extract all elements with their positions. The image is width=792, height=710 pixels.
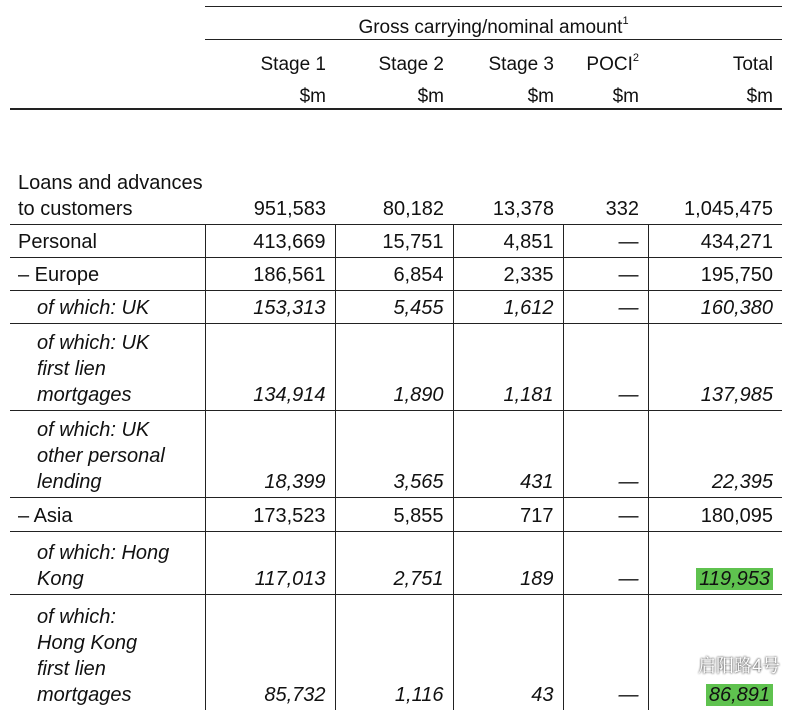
cell-poci: — bbox=[563, 224, 648, 257]
cell-stage3: 1,612 bbox=[453, 290, 563, 323]
footnote-marker: 2 bbox=[632, 52, 639, 64]
unit-poci: $m bbox=[563, 76, 648, 109]
cell-stage2: 3,565 bbox=[335, 410, 453, 497]
cell-stage1: 117,013 bbox=[205, 531, 335, 594]
cell-poci: — bbox=[563, 323, 648, 410]
highlighted-value: 119,953 bbox=[696, 568, 773, 590]
cell-poci: — bbox=[563, 594, 648, 710]
cell-poci: — bbox=[563, 497, 648, 531]
col-header-total: Total bbox=[732, 54, 773, 75]
cell-stage2: 1,890 bbox=[335, 323, 453, 410]
unit-total: $m bbox=[648, 76, 782, 109]
cell-stage3: 717 bbox=[453, 497, 563, 531]
cell-stage3: 1,181 bbox=[453, 323, 563, 410]
unit-stage3: $m bbox=[453, 76, 563, 109]
cell-stage3: 2,335 bbox=[453, 257, 563, 290]
watermark bbox=[670, 652, 780, 678]
cell-poci: — bbox=[563, 410, 648, 497]
cell-stage1: 134,914 bbox=[205, 323, 335, 410]
col-header-poci: POCI$^2$ bbox=[586, 52, 639, 75]
cell-stage2: 15,751 bbox=[335, 224, 453, 257]
table-row bbox=[10, 410, 782, 497]
table-row bbox=[10, 323, 782, 410]
cell-stage3: 43 bbox=[453, 594, 563, 710]
unit-stage1: $m bbox=[205, 76, 335, 109]
table-row bbox=[10, 257, 782, 290]
row-label: of which: Hong Kong first lien mortgages bbox=[37, 606, 138, 706]
unit-stage2: $m bbox=[335, 76, 453, 109]
row-label: of which: UK bbox=[10, 290, 205, 323]
table-row bbox=[10, 497, 782, 531]
row-label: of which: UK first lien mortgages bbox=[10, 323, 205, 410]
footnote-marker: 1 bbox=[622, 15, 629, 27]
unit-row bbox=[10, 76, 782, 109]
table-row bbox=[10, 109, 782, 224]
cell-stage2: 1,116 bbox=[335, 594, 453, 710]
cell-stage1: 951,583 bbox=[205, 109, 335, 224]
cell-total: 180,095 bbox=[648, 497, 782, 531]
watermark-text: 启阳路4号 bbox=[697, 656, 780, 676]
cell-stage3: 431 bbox=[453, 410, 563, 497]
cell-total: 137,985 bbox=[648, 323, 782, 410]
col-header-stage3: Stage 3 bbox=[488, 54, 554, 75]
wechat-official-account-icon bbox=[670, 654, 692, 676]
cell-total: 195,750 bbox=[648, 257, 782, 290]
cell-stage2: 5,855 bbox=[335, 497, 453, 531]
cell-stage2: 2,751 bbox=[335, 531, 453, 594]
cell-stage3: 189 bbox=[453, 531, 563, 594]
row-label: – Asia bbox=[10, 497, 205, 531]
table-row bbox=[10, 224, 782, 257]
cell-stage3: 4,851 bbox=[453, 224, 563, 257]
row-label: – Europe bbox=[10, 257, 205, 290]
cell-total: 1,045,475 bbox=[648, 109, 782, 224]
cell-poci: — bbox=[563, 531, 648, 594]
cell-stage2: 80,182 bbox=[335, 109, 453, 224]
header-group-row bbox=[10, 7, 782, 40]
table-row bbox=[10, 594, 782, 710]
row-label: Personal bbox=[10, 224, 205, 257]
cell-stage1: 85,732 bbox=[205, 594, 335, 710]
group-header: Gross carrying/nominal amount$^1$ bbox=[205, 7, 782, 40]
cell-total: 434,271 bbox=[648, 224, 782, 257]
cell-poci: — bbox=[563, 257, 648, 290]
row-label: of which: Hong Kong bbox=[10, 531, 205, 594]
row-label: of which: UK other personal lending bbox=[10, 410, 205, 497]
cell-total bbox=[648, 531, 782, 594]
cell-stage1: 18,399 bbox=[205, 410, 335, 497]
cell-stage1: 413,669 bbox=[205, 224, 335, 257]
table-row bbox=[10, 290, 782, 323]
row-label: Loans and advances to customers bbox=[10, 109, 205, 224]
cell-total: 22,395 bbox=[648, 410, 782, 497]
cell-stage1: 186,561 bbox=[205, 257, 335, 290]
column-header-row bbox=[10, 40, 782, 77]
col-header-stage2: Stage 2 bbox=[378, 54, 444, 75]
cell-stage2: 5,455 bbox=[335, 290, 453, 323]
cell-stage1: 173,523 bbox=[205, 497, 335, 531]
table-row bbox=[10, 531, 782, 594]
cell-stage3: 13,378 bbox=[453, 109, 563, 224]
highlighted-value: 86,891 bbox=[706, 684, 773, 706]
cell-poci: — bbox=[563, 290, 648, 323]
cell-stage2: 6,854 bbox=[335, 257, 453, 290]
cell-total: 160,380 bbox=[648, 290, 782, 323]
cell-stage1: 153,313 bbox=[205, 290, 335, 323]
credit-quality-table bbox=[10, 6, 782, 710]
col-header-stage1: Stage 1 bbox=[260, 54, 326, 75]
cell-poci: 332 bbox=[563, 109, 648, 224]
